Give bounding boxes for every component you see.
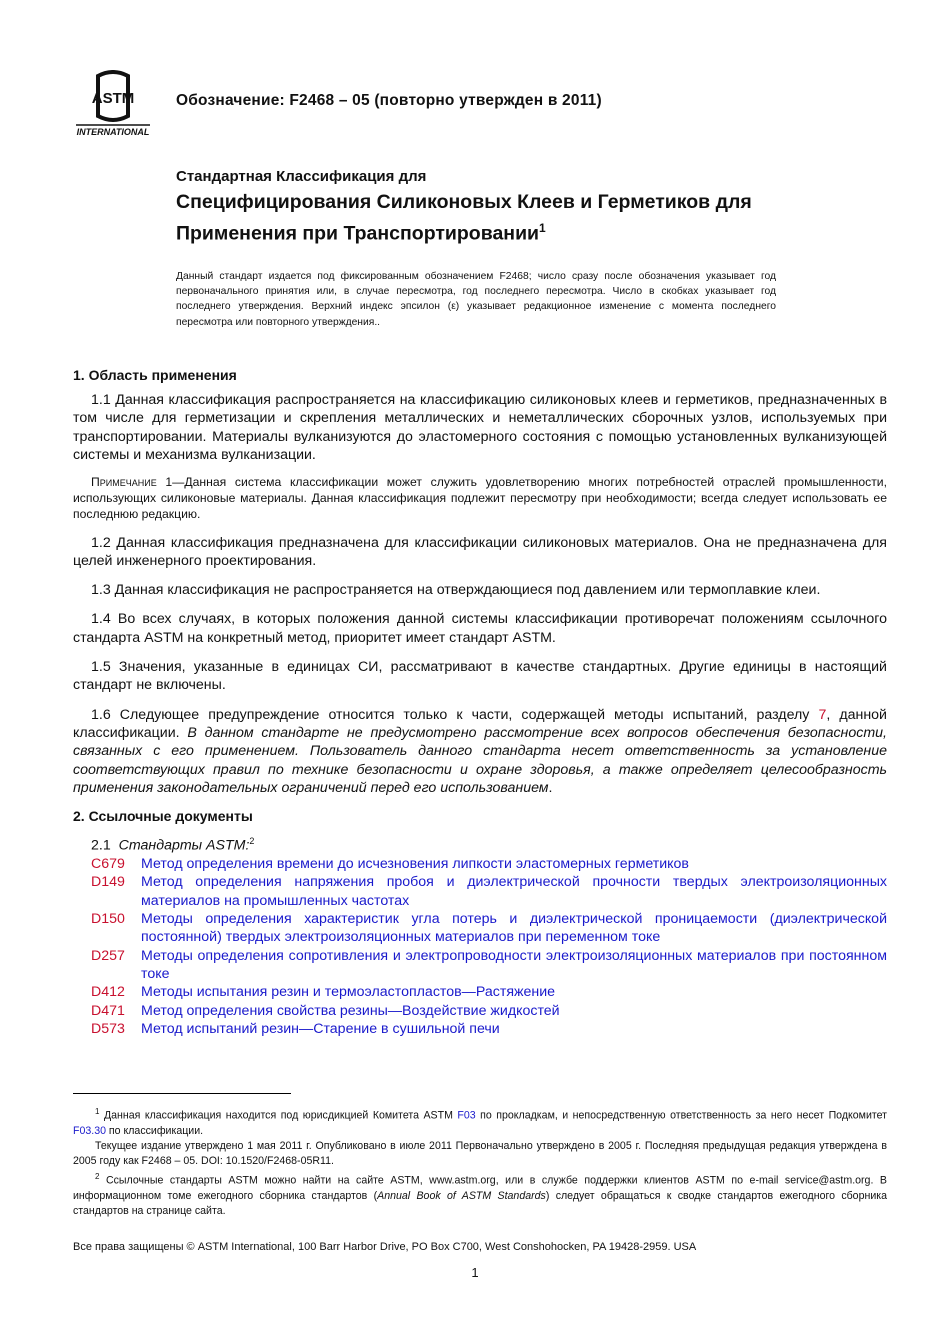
reference-item[interactable] <box>73 983 887 1001</box>
reference-code[interactable]: D150 <box>91 911 125 928</box>
designation: Обозначение: F2468 – 05 (повторно утвержден в 2011) <box>176 92 602 109</box>
footnote-2 <box>73 1169 887 1219</box>
reference-title[interactable]: Метод определения свойства резины—Воздействие жидкостей <box>141 1002 560 1019</box>
title-block <box>176 168 876 247</box>
reference-title[interactable]: Метод испытаний резин—Старение в сушильной печи <box>141 1020 500 1037</box>
reference-code[interactable]: D412 <box>91 984 125 1001</box>
subcommittee-link[interactable]: F03.30 <box>73 1124 106 1137</box>
title-big <box>176 189 876 247</box>
reference-title[interactable]: Метод определения времени до исчезновения липкости эластомерных герметиков <box>141 856 689 873</box>
footnote-2-text-b: ) следует обращаться к сводке стандартов ежегодного сборника стандартов на странице сайта. <box>73 1190 887 1218</box>
section-2-heading: 2. Ссылочные документы <box>73 808 253 825</box>
reference-footnote-mark: 2 <box>249 836 255 847</box>
footnote-1-edition: Текущее издание утверждено 1 мая 2011 г. Опубликовано в июле 2011 Первоначально утверждено в 2005 г. Последняя предыдущая редакция утверждена в 2005 году как F2468 – 05. DOI: 10.1520/F2468-05R11. <box>73 1139 887 1168</box>
paragraph-1-6 <box>73 706 887 797</box>
note-text: 1—Данная система классификации может служить удовлетворению многих потребностей отраслей промышленности, использующих силиконовые материалы. Данная классификация подлежит пересмотру при необходимости; всегда следует использовать ее последнюю редакцию. <box>73 475 887 521</box>
astm-standards-label: Стандарты ASTM: <box>118 837 250 854</box>
reference-item[interactable] <box>73 855 887 873</box>
title-line-1: Специфицирования Силиконовых Клеев и Герметиков для <box>176 191 752 213</box>
title-line-2: Применения при Транспортировании <box>176 222 540 245</box>
paragraph-1-2: 1.2 Данная классификация предназначена для классификации силиконовых материалов. Она не предназначена для целей инженерного проектирования. <box>73 534 887 569</box>
reference-item[interactable] <box>73 873 887 910</box>
title-small: Стандартная Классификация для <box>176 168 427 185</box>
reference-title[interactable]: Метод определения напряжения пробоя и диэлектрической прочности твердых электроизоляционных материалов на промышленных частотах <box>141 874 887 909</box>
designation-notice: Данный стандарт издается под фиксированным обозначением F2468; число сразу после обозначения указывает год первоначального принятия или, в случае пересмотра, год последнего пересмотра. Число в скобках указывает год последнего утверждения. Верхний индекс эпсилон (ε) указывает редакционное изменение с момента последнего пересмотра или повторного утверждения.. <box>176 271 776 328</box>
reference-title[interactable]: Методы испытания резин и термоэластопластов—Растяжение <box>141 984 556 1001</box>
paragraph-1-5: 1.5 Значения, указанные в единицах СИ, рассматривают в качестве стандартных. Другие единицы в настоящий стандарт не включены. <box>73 659 887 694</box>
reference-code[interactable]: D471 <box>91 1002 125 1019</box>
document-body <box>73 367 887 1038</box>
reference-code[interactable]: C679 <box>91 856 125 873</box>
paragraph-1-4: 1.4 Во всех случаях, в которых положения данной системы классификации противоречат положениям ссылочного стандарта ASTM на конкретный метод, приоритет имеет стандарт ASTM. <box>73 611 887 646</box>
reference-subheading <box>73 832 887 855</box>
reference-title[interactable]: Методы определения характеристик угла потерь и диэлектрической проницаемости (диэлектрической постоянной) твердых электроизоляционных материалов при переменном токе <box>141 911 887 946</box>
footnote-2-text-a: Ссылочные стандарты ASTM можно найти на сайте ASTM, www.astm.org, или в службе поддержки клиентов ASTM по e-mail service@astm.org. В информационном томе ежегодного сборника стандартов ( <box>73 1174 887 1203</box>
footnotes <box>73 1104 887 1219</box>
logo-text-top: ASTM <box>91 90 135 107</box>
committee-link[interactable]: F03 <box>457 1109 476 1122</box>
p1-6-mid: , данной классификации. <box>73 706 887 741</box>
reference-title[interactable]: Методы определения сопротивления и электропроводности электроизоляционных материалов при постоянном токе <box>141 947 887 982</box>
annual-book-title: Annual Book of ASTM Standards <box>377 1190 546 1203</box>
reference-code[interactable]: D149 <box>91 874 125 891</box>
astm-logo <box>70 70 156 140</box>
reference-list <box>73 832 887 1038</box>
section-7-link[interactable]: 7 <box>818 706 827 723</box>
note-label: Примечание <box>91 475 157 490</box>
footnote-2-mark: 2 <box>95 1172 100 1182</box>
subsection-number: 2.1 <box>91 837 111 854</box>
note-1 <box>73 475 887 522</box>
reference-item[interactable] <box>73 1002 887 1020</box>
title-footnote-mark: 1 <box>539 221 546 235</box>
paragraph-1-3: 1.3 Данная классификация не распространяется на отверждающиеся под давлением или термоплавкие клеи. <box>91 582 821 599</box>
footnote-1 <box>73 1104 887 1139</box>
footnote-1-text-a: Данная классификация находится под юрисдикцией Комитета ASTM <box>99 1109 458 1122</box>
section-1-heading: 1. Область применения <box>73 367 237 383</box>
copyright-line: Все права защищены © ASTM International, 100 Barr Harbor Drive, PO Box C700, West Conshohocken, PA 19428-2959. USA <box>73 1241 697 1253</box>
reference-code[interactable]: D573 <box>91 1020 125 1037</box>
footnote-1-text-c: по классификации. <box>105 1124 204 1137</box>
logo-text-bottom: INTERNATIONAL <box>76 127 150 137</box>
reference-code[interactable]: D257 <box>91 947 125 964</box>
safety-warning: В данном стандарте не предусмотрено рассмотрение всех вопросов обеспечения безопасности, связанных с его применением. Пользователь данного стандарта несет ответственность за установление соответствующих правил по технике безопасности и охране здоровья, а также определяет целесообразность применения законодательных ограничений перед его использованием <box>73 724 887 796</box>
paragraph-1-1: 1.1 Данная классификация распространяется на классификацию силиконовых клеев и герметиков, предназначенных в том числе для герметизации и скрепления металлических и неметаллических сборочных узлов, используемых при транспортировании. Материалы вулканизуются до эластомерного состояния с помощью установленных вулканизующей системы и механизма вулканизации. <box>73 392 887 463</box>
p1-6-start: 1.6 Следующее предупреждение относится только к части, содержащей методы испытаний, разделу <box>91 706 819 723</box>
reference-item[interactable] <box>73 910 887 947</box>
footnote-1-mark: 1 <box>95 1107 100 1116</box>
reference-item[interactable] <box>73 947 887 984</box>
footnote-1-text-b: по прокладкам, и непосредственную ответственность за него несет Подкомитет <box>475 1109 887 1122</box>
footnote-divider <box>73 1093 291 1094</box>
reference-item[interactable] <box>73 1020 887 1038</box>
p1-6-end: . <box>548 779 553 796</box>
page-number: 1 <box>471 1265 479 1280</box>
